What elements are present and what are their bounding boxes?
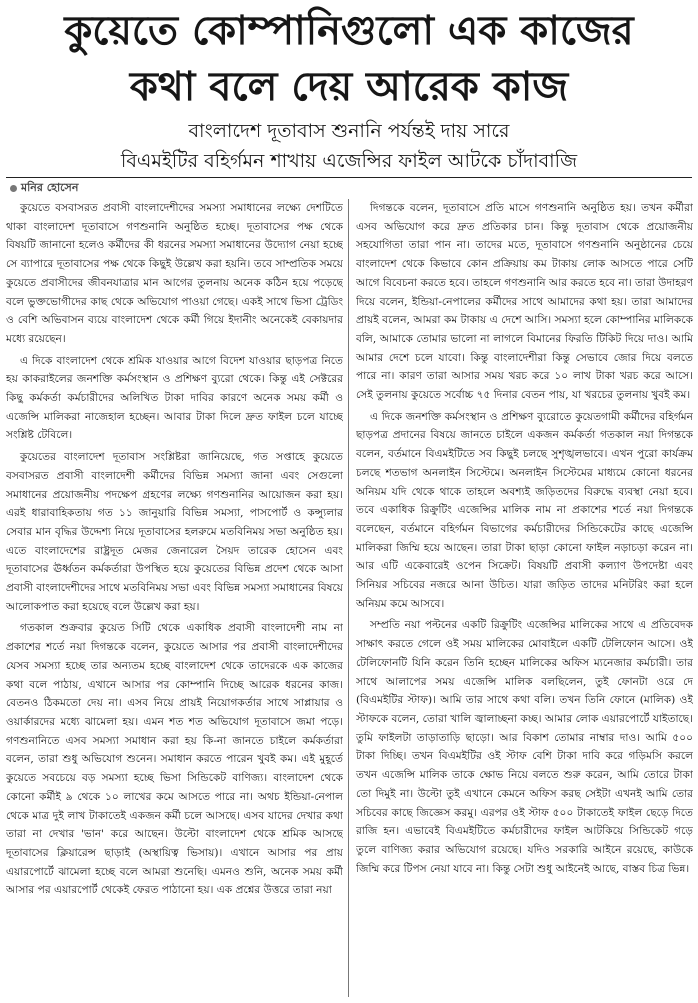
byline-author: মনির হোসেন [21, 181, 79, 194]
subheadline-line-1: বাংলাদেশ দূতাবাস শুনানি পর্যন্তই দায় সারে [188, 120, 510, 142]
paragraph: এ দিকে বাংলাদেশ থেকে শ্রমিক যাওয়ার আগে বিদেশ যাওয়ার ছাড়পত্র নিতে হয় কাকরাইলের জনশক্তি কর্মসংস্থান ও প্রশিক্ষণ ব্যুরো থেকে। কিন্তু এই সেক্টরের কিছু কর্মকর্তা কর্মচারীদের অলিখিত টাকা দাবির কারণে অনেক সময় কর্মী ও এজেন্সি মালিকরা নাজেহাল হচ্ছেন। আবার টাকা দিলে দ্রুত ফাইল চলে যাচ্ছে সংশ্লিষ্ট টেবিলে। [6, 354, 343, 442]
paragraph: গতকাল শুক্রবার কুয়েত সিটি থেকে একাধিক প্রবাসী বাংলাদেশী নাম না প্রকাশের শর্তে নয়া দিগন্তকে বলেন, কুয়েতে আসার পর প্রবাসী বাংলাদেশীদের যেসব সমস্যা হচ্ছে তার অন্যতম হচ্ছে বাংলাদেশ থেকে তাদেরকে এক কাজের কথা বলে পাঠায়, এখানে আসার পর কোম্পানি দিচ্ছে আরেক ধরনের কাজ। বেতনও ঠিকমতো দেয় না। এসব নিয়ে প্রায়ই নিয়োগকর্তার সাথে সাপ্লায়ার ও ওয়ার্কারদের মধ্যে ঝামেলা হয়। এমন শত শত অভিযোগ দূতাবাসে জমা পড়ে। গণশুনানিতে এসব সমস্যা সমাধান করা হয় কি-না জানতে চাইলে কর্মকর্তারা বলেন, তারা শুধু অভিযোগ শুনেন। সমাধান করতে পারেন খুবই কম। এই মুহূর্তে কুয়েতে সবচেয়ে বড় সমস্যা হচ্ছে ভিসা সিন্ডিকেট বাণিজ্য। বাংলাদেশ থেকে কোনো কর্মীই ৯ থেকে ১০ লাখের কমে আসতে পারে না। অথচ ইন্ডিয়া-নেপাল থেকে মাত্র দুই লাখ টাকাতেই একজন কর্মী চলে আসছে। এসব যাদের দেখার কথা তারা না দেখার 'ভান' করে আছেন। উল্টো বাংলাদেশ থেকে শ্রমিক আসছে দূতাবাসের ক্লিয়ারেন্স ছাড়াই (অস্থায়িত্ব ভিসায়)। এখানে আসার পর প্রায় এয়ারপোর্টে ঝামেলা হচ্ছে বলে আমরা শুনেছি। এমনও শুনি, অনেক সময় কর্মী আসার পর এয়ারপোর্ট থেকেই ফেরত পাঠানো হয়। এক প্রশ্নের উত্তরে তারা নয়া [6, 622, 343, 897]
byline [10, 180, 78, 196]
column-divider [348, 199, 349, 997]
subheadline-line-2: বিএমইটির বহির্গমন শাখায় এজেন্সির ফাইল আটকে চাঁদাবাজি [120, 150, 578, 172]
paragraph: কুয়েতের বাংলাদেশ দূতাবাস সংশ্লিষ্টরা জানিয়েছে, গত সপ্তাহে কুয়েতে বসবাসরত প্রবাসী বাংলাদেশী কর্মীদের বিভিন্ন সমস্যা জানা এবং সেগুলো সমাধানের প্রয়োজনীয় পদক্ষেপ গ্রহণের লক্ষ্যে গণশুনানির আয়োজন করা হয়। এরই ধারাবাহিকতায় গত ১১ জানুয়ারি বিভিন্ন সমস্যা, পাসপোর্ট ও কন্স্যুলার সেবার মান বৃদ্ধির উদ্দেশ্য নিয়ে দূতাবাসের হলরুমে মতবিনিময় সভা অনুষ্ঠিত হয়। এতে বাংলাদেশের রাষ্ট্রদূত মেজর জেনারেল সৈয়দ তারেক হোসেন এবং দূতাবাসের ঊর্ধ্বতন কর্মকর্তারা উপস্থিত হয়ে কুয়েতের বিভিন্ন প্রদেশ থেকে আসা প্রবাসী বাংলাদেশীদের সাথে মতবিনিময় সভা এবং বিভিন্ন সমস্যা সমাধানের বিষয়ে আলোকপাত করা হয়েছে বলে উল্লেখ করা হয়। [6, 451, 343, 613]
headline-line-1: কুয়েতে কোম্পানিগুলো এক কাজের [64, 8, 634, 54]
header-divider [6, 177, 692, 178]
paragraph: সম্প্রতি নয়া পল্টনের একটি রিক্রুটিং এজেন্সির মালিকের সাথে এ প্রতিবেদক সাক্ষাৎ করতে গেলে ওই সময় মালিকের মোবাইলে একটি টেলিফোন আসে। ওই টেলিফোনটি যিনি করেন তিনি হচ্ছেন মালিকের অফিস ম্যনেজার কর্মচারী। তার সাথে আলাপের সময় এজেন্সি মালিক বলছিলেন, তুই ফোনটা ওরে দে (বিএমইটির স্টাফ)। আমি তার সাথে কথা বলি। তখন তিনি ফোনে (মালিক) ওই স্টাফকে বলেন, তোরা খালি জ্বালাচ্ছনা কচ্ছ। আমার লোক এয়ারপোর্টে যাইতাছে। তুমি ফাইলটা তাড়াতাড়ি ছাড়ো। আর বিকাশ তোমার নাম্বার দাও। আমি ৫০০ টাকা দিচ্ছি। তখন বিএমইটির ওই স্টাফ বেশি টাকা দাবি করে গড়িমসি করলে তখন এজেন্সি মালিক তাকে ক্ষোভ নিয়ে বলতে শুরু করেন, আমি তোরে টাকা তো দিমুই না। উল্টো তুই এখানে কেমনে অফিস করছ সেইটা এখনই আমি তোর সচিবের কাছে জিজ্ঞেস করমু। এরপর ওই স্টাফ ৫০০ টাকাতেই ফাইল ছেড়ে দিতে রাজি হন। এভাবেই বিএমইটিতে কর্মচারীদের ফাইল আটকিয়ে সিন্ডিকেট গড়ে তুলে বাণিজ্য করার অভিযোগ রয়েছে। যদিও সরকারি আইনে রয়েছে, কাউকে জিম্মি করে টিপস নেয়া যাবে না। কিন্তু সেটা শুধু আইনেই আছে, বাস্তব চিত্র ভিন্ন। [356, 619, 693, 875]
paragraph: দিগন্তকে বলেন, দূতাবাসে প্রতি মাসে গণশুনানি অনুষ্ঠিত হয়। তখন কর্মীরা এসব অভিযোগ করে দ্রুত প্রতিকার চান। কিন্তু দূতাবাস থেকে প্রয়োজনীয় সহযোগিতা তারা পান না। তাদের মতে, দূতাবাসে গণশুনানি অনুষ্ঠানের চেয়ে বাংলাদেশ থেকে কিভাবে কোন প্রক্রিয়ায় কম টাকায় লোক আসতে পারে সেটি আগে বিবেচনা করতে হবে। তাহলে গণশুনানি আর করতে হবে না। তারা উদাহরণ দিয়ে বলেন, ইন্ডিয়া-নেপালের কর্মীদের সাথে আমাদের কথা হয়। তারা আমাদের প্রায়ই বলেন, আমরা কম টাকায় এ দেশে আসি। সমস্যা হলে কোম্পানির মালিককে বলি, আমাকে তোমার ভালো না লাগলে বিমানের ফিরতি টিকিট দিয়ে দাও। আমি আমার দেশে চলে যাবো। কিন্তু বাংলাদেশীরা কিন্তু সেভাবে জোর দিয়ে বলতে পারে না। কারণ তারা আসার সময় খরচ করে ১০ লাখ টাকা খরচ করে আসে। সেই তুলনায় কুয়েতে সর্বোচ্চ ৭৫ দিনার বেতন পায়, যা খরচের তুলনায় খুবই কম। [356, 202, 693, 402]
byline-bullet-icon [10, 185, 17, 192]
paragraph: এ দিকে জনশক্তি কর্মসংস্থান ও প্রশিক্ষণ ব্যুরোতে কুয়েতগামী কর্মীদের বহির্গমন ছাড়পত্র প্রদানের বিষয়ে জানতে চাইলে একজন কর্মকর্তা গতকাল নয়া দিগন্তকে বলেন, বর্তমানে বিএমইটিতে সব কিছুই চলছে সুশৃঙ্খলভাবে। এখন পুরো কার্যক্রম চলছে শতভাগ অনলাইন সিস্টেমে। অনলাইন সিস্টেমের মাধ্যমে কোনো ধরনের অনিয়ম যদি থেকে থাকে তাহলে অবশ্যই জড়িতদের বিরুদ্ধে ব্যবস্থা নেয়া হবে। তবে একাধিক রিক্রুটিং এজেন্সির মালিক নাম না প্রকাশের শর্তে নয়া দিগন্তকে বলেছেন, বর্তমানে বহির্গমন বিভাগের কর্মচারীদের সিন্ডিকেটের কাছে এজেন্সি মালিকরা জিম্মি হয়ে আছেন। তারা টাকা ছাড়া কোনো ফাইল নড়াচড়া করেন না। আর এটি একেবারেই ওপেন সিক্রেট। বিষয়টি প্রবাসী কল্যাণ উপদেষ্টা এবং সিনিয়র সচিবের নজরে আনা উচিত। যারা জড়িত তাদের মনিটরিং করা হলে অনিয়ম কমে আসবে। [356, 410, 693, 610]
paragraph: কুয়েতে বসবাসরত প্রবাসী বাংলাদেশীদের সমস্যা সমাধানের লক্ষ্যে দেশটিতে থাকা বাংলাদেশ দূতাবাসে গণশুনানি অনুষ্ঠিত হচ্ছে। দূতাবাসের পক্ষ থেকে বিষয়টি জানানো হলেও কর্মীদের কী ধরনের সমস্যা সমাধানের উদ্যোগ নেয়া হচ্ছে সে ব্যাপারে দূতাবাসের পক্ষ থেকে কিছুই উল্লেখ করা হয়নি। তবে সাম্প্রতিক সময়ে কুয়েতে প্রবাসীদের জীবনযাত্রার মান আগের তুলনায় অনেক কঠিন হয়ে পড়েছে বলে ভুক্তভোগীদের কাছ থেকে অভিযোগ পাওয়া গেছে। একই সাথে ভিসা ট্রেডিং ও বেশি অভিবাসন ব্যয়ে বাংলাদেশ থেকে কর্মী গিয়ে ইদানীং অনেকেই বেকায়দার মধ্যে রয়েছেন। [6, 202, 343, 345]
article-column-left [6, 199, 343, 997]
article-column-right [356, 199, 693, 997]
headline-line-2: কথা বলে দেয় আরেক কাজ [129, 64, 569, 110]
